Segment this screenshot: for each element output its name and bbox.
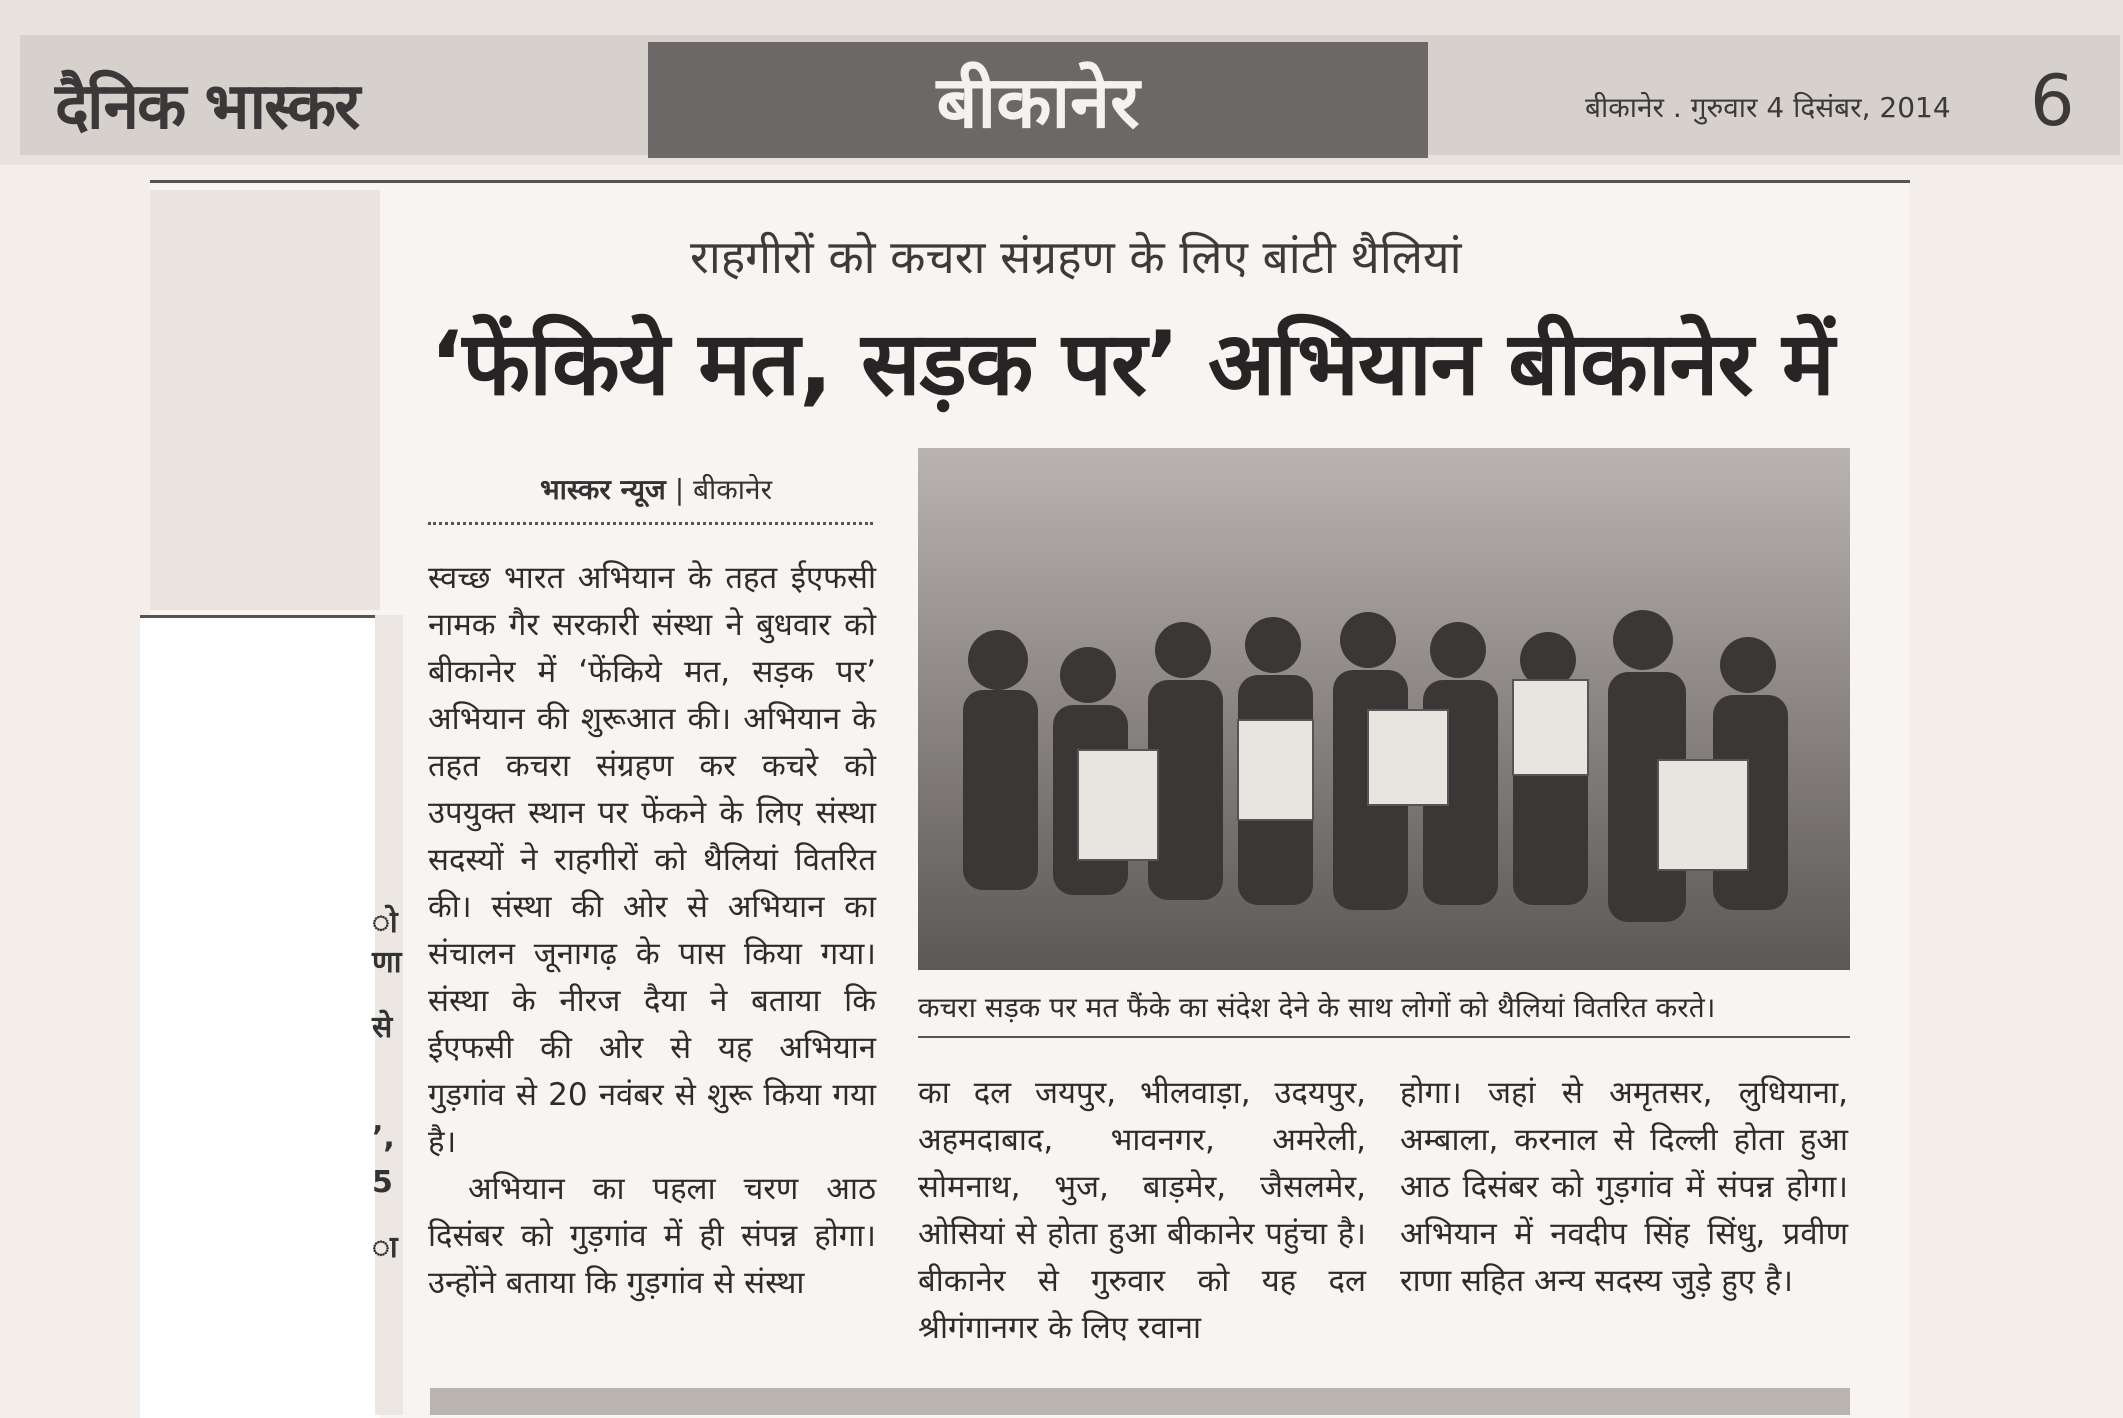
dateline: बीकानेर . गुरुवार 4 दिसंबर, 2014 <box>1585 91 1951 124</box>
city-edition-label: बीकानेर <box>936 60 1140 144</box>
byline <box>540 470 772 508</box>
column-1-paragraph-1: स्वच्छ भारत अभियान के तहत ईएफसी नामक गैर सरकारी संस्था ने बुधवार को बीकानेर में ‘फेंकिये मत, सड़क पर’ अभियान की शुरूआत की। अभियान के तहत कचरा संग्रहण कर कचरे को उपयुक्त स्थान पर फेंकने के लिए संस्था सदस्यों ने राहगीरों को थैलियां वितरित की। संस्था की ओर से अभियान का संचालन जूनागढ़ के पास किया गया। संस्था के नीरज दैया ने बताया कि ईएफसी की ओर से यह अभियान गुड़गांव से 20 नवंबर से शुरू किया गया है। <box>428 560 876 1160</box>
article-headline: ‘फेंकिये मत, सड़क पर’ अभियान बीकानेर में <box>430 312 1834 415</box>
column-3-paragraph: होगा। जहां से अमृतसर, लुधियाना, अम्बाला, करनाल से दिल्ली होता हुआ आठ दिसंबर को गुड़गांव में संपन्न होगा। अभियान में नवदीप सिंह सिंधु, प्रवीण राणा सहित अन्य सदस्य जुड़े हुए है। <box>1400 1075 1848 1299</box>
adjacent-fragment: से <box>372 1010 393 1045</box>
byline-place: बीकानेर <box>693 473 773 506</box>
byline-source: भास्कर न्यूज <box>540 473 666 506</box>
column-2-paragraph: का दल जयपुर, भीलवाड़ा, उदयपुर, अहमदाबाद, भावनगर, अमरेली, सोमनाथ, भुज, बाड़मेर, जैसलमेर, ओसियां से होता हुआ बीकानेर पहुंचा है। बीकानेर से गुरुवार को यह दल श्रीगंगानगर के लिए रवाना <box>918 1075 1366 1346</box>
photo-caption: कचरा सड़क पर मत फैंके का संदेश देने के साथ लोगों को थैलियां वितरित करते। <box>918 991 1716 1024</box>
byline-separator: | <box>674 473 685 506</box>
adjacent-fragment: ो <box>372 905 398 940</box>
adjacent-fragment: ा <box>372 1230 398 1265</box>
article-column-3 <box>1400 1070 1848 1305</box>
city-edition-box <box>648 42 1428 158</box>
byline-rule <box>428 522 873 525</box>
article-column-2 <box>918 1070 1366 1352</box>
column-1-paragraph-2: अभियान का पहला चरण आठ दिसंबर को गुड़गांव में ही संपन्न होगा। उन्होंने बताया कि गुड़गांव से संस्था <box>428 1171 876 1301</box>
next-article-band <box>430 1388 1850 1415</box>
article-photo <box>918 448 1850 970</box>
masthead <box>0 0 2123 165</box>
group-photo-illustration <box>918 590 1850 970</box>
page-number: 6 <box>2030 60 2075 142</box>
adjacent-fragment: ’, <box>372 1120 395 1155</box>
adjacent-fragment: णा <box>372 945 402 980</box>
article-column-1 <box>428 555 876 1307</box>
clipping-margin <box>150 190 380 610</box>
cut-out-area <box>140 615 380 1418</box>
article-kicker: राहगीरों को कचरा संग्रहण के लिए बांटी थैलियां <box>690 230 1462 284</box>
caption-rule <box>918 1036 1850 1038</box>
adjacent-fragment: 5 <box>372 1165 393 1200</box>
newspaper-logo: दैनिक भास्कर <box>55 70 359 144</box>
